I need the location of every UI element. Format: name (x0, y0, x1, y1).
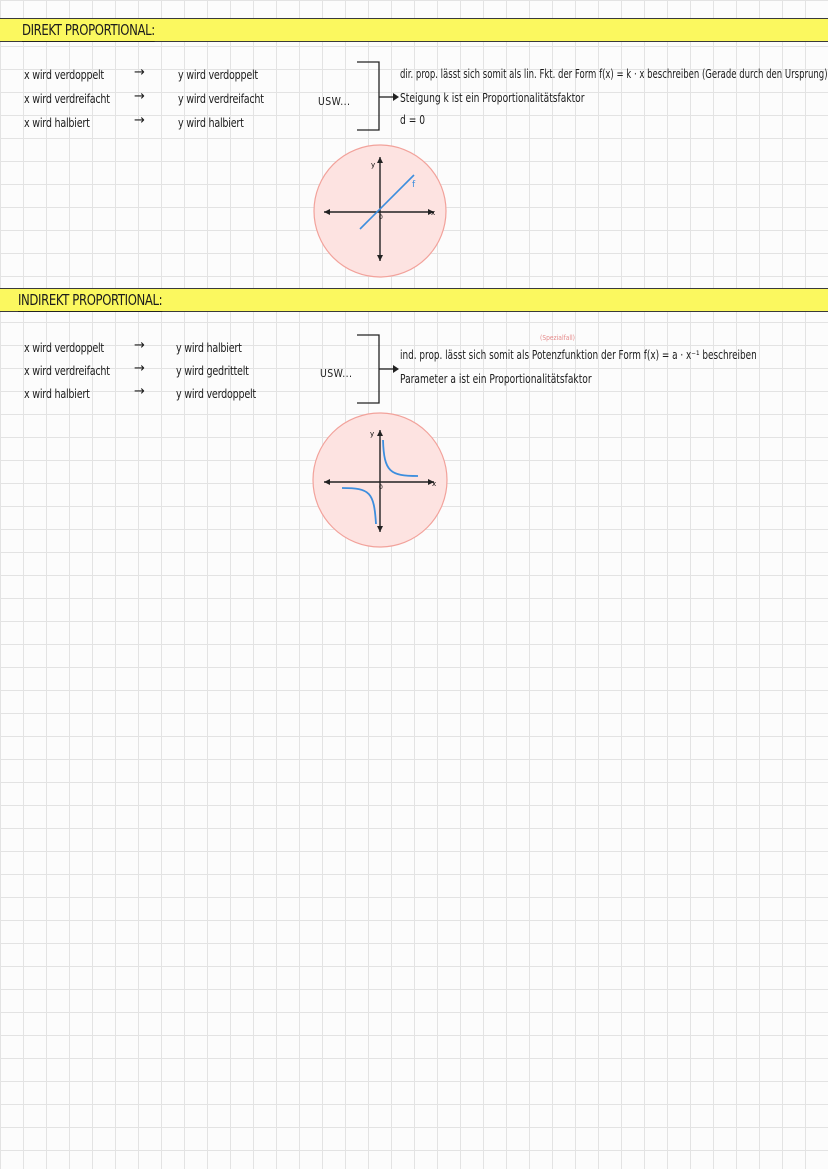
indirect-note-2: Parameter a ist ein Proportionalitätsfaktor (400, 372, 592, 386)
indirect-row-x: x wird halbiert (24, 387, 90, 401)
direct-row-x: x wird verdreifacht (24, 92, 110, 106)
indirect-title: INDIREKT PROPORTIONAL: (18, 289, 162, 312)
direct-note-2: Steigung k ist ein Proportionalitätsfaktor (400, 91, 585, 105)
direct-note-1: dir. prop. lässt sich somit als lin. Fkt. der Form f(x) = k · x beschreiben (Gerade durch den Ursprung) (400, 67, 828, 81)
indirect-bracket (355, 333, 405, 405)
arrow-icon: → (134, 89, 145, 104)
indirect-row-x: x wird verdoppelt (24, 341, 104, 355)
arrow-icon: → (134, 338, 145, 353)
direct-bracket (355, 60, 405, 132)
direct-row-y: y wird verdreifacht (178, 92, 264, 106)
arrow-icon: → (134, 65, 145, 80)
graph-x-label: x (431, 209, 436, 217)
graph-origin-label: 0 (379, 214, 383, 221)
graph-y-label: y (371, 161, 376, 169)
direct-note-3: d = 0 (400, 113, 426, 127)
graph-x-label: x (432, 480, 437, 488)
graph-func-label: f (412, 180, 416, 190)
graph-y-label: y (370, 430, 375, 438)
direct-banner (0, 18, 828, 42)
indirect-usw: USW... (320, 367, 353, 380)
direct-row-x: x wird halbiert (24, 116, 90, 130)
indirect-row-y: y wird gedrittelt (176, 364, 249, 378)
indirect-row-y: y wird verdoppelt (176, 387, 256, 401)
indirect-row-y: y wird halbiert (176, 341, 242, 355)
special-case-label: (Spezialfall) (540, 334, 575, 342)
direct-row-y: y wird verdoppelt (178, 68, 258, 82)
direct-usw: USW... (318, 95, 351, 108)
indirect-banner (0, 288, 828, 312)
direct-row-x: x wird verdoppelt (24, 68, 104, 82)
arrow-icon: → (134, 113, 145, 128)
direct-graph (310, 143, 450, 279)
indirect-row-x: x wird verdreifacht (24, 364, 110, 378)
indirect-note-1: ind. prop. lässt sich somit als Potenzfunktion der Form f(x) = a · x⁻¹ beschreiben (400, 348, 757, 362)
arrow-icon: → (134, 361, 145, 376)
graph-origin-label: 0 (379, 484, 383, 491)
direct-row-y: y wird halbiert (178, 116, 244, 130)
indirect-graph (310, 412, 450, 550)
direct-title: DIREKT PROPORTIONAL: (22, 19, 155, 42)
arrow-icon: → (134, 384, 145, 399)
